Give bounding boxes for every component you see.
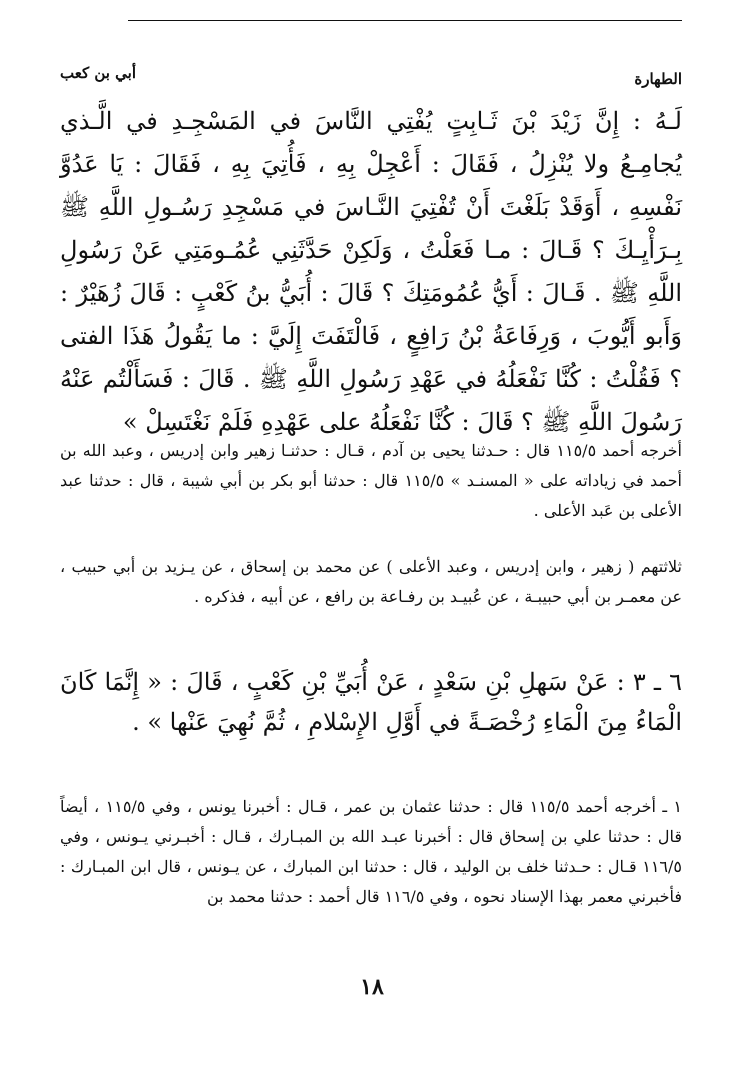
header-narrator-title: أبي بن كعب	[60, 64, 136, 82]
takhrij-note-2	[60, 552, 682, 612]
running-header	[60, 62, 682, 90]
page-number: ١٨	[360, 974, 384, 1000]
header-section-title: الطهارة	[634, 70, 682, 88]
header-rule	[128, 20, 682, 21]
takhrij-note-1-text: أخرجه أحمد ١١٥/٥ قال : حـدثنا يحيى بن آدم ، قـال : حدثنـا زهير وابن إدريس ، وعبد الله بن أحمد في زياداته على « المسنـد » ١١٥/٥ قال : حدثنا أبو بكر بن أبي شيبة ، قال : حدثنا عبد الأعلى بن عَبد الأعلى .	[60, 441, 682, 520]
takhrij-note-3-text: ١ ـ أخرجه أحمد ١١٥/٥ قال : حدثنا عثمان بن عمر ، قـال : أخبرنا يونس ، وفي ١١٥/٥ ، أيضاً قال : حدثنا علي بن إسحاق قال : أخبرنا عبـد الله بن المبـارك ، قـال : أخبـرني يـونس ، وفي ١١٦/٥ قـال : حـدثنا خلف بن الوليد ، قال : حدثنا ابن المبارك ، عن يـونس ، قال ابن المبـارك : فأخبرني معمر بهذا الإسناد نحوه ، وفي ١١٦/٥ قال أحمد : حدثنا محمد بن	[60, 797, 683, 906]
takhrij-note-1	[60, 436, 682, 526]
takhrij-note-2-text: ثلاثتهم ( زهير ، وابن إدريس ، وعبد الأعلى ) عن محمد بن إسحاق ، عن يـزيد بن أبي حبيب ، عن معمـر بن أبي حبيبـة ، عن عُبيـد بن رفـاعة بن رافع ، عن أبيه ، فذكره .	[60, 557, 683, 606]
takhrij-note-3	[60, 792, 682, 912]
hadith-text-1: لَـهُ : إِنَّ زَيْدَ بْنَ ثَـابِتٍ يُفْتِي النَّاسَ في المَسْجِـدِ في الَّـذي يُجامِـعُ ولا يُنْزِلُ ، فَقَالَ : أَعْجِلْ بِهِ ، فَأُتِيَ بِهِ ، فَقَالَ : يَا عَدُوَّ نَفْسِهِ ، أَوَقَدْ بَلَغْتَ أَنْ تُفْتِيَ النَّـاسَ في مَسْجِدِ رَسُـولِ اللَّهِ ﷺ بِـرَأْيِـكَ ؟ قَـالَ : مـا فَعَلْتُ ، وَلَكِنْ حَدَّثَنِي عُمُـومَتِي عَنْ رَسُولِ اللَّهِ ﷺ . قَـالَ : أَيُّ عُمُومَتِكَ ؟ قَالَ : أُبَيُّ بنُ كَعْبٍ : قَالَ زُهَيْرٌ : وَأَبو أَيُّوبَ ، وَرِفَاعَةُ بْنُ رَافِعٍ ، فَالْتَفَتَ إِلَيَّ : ما يَقُولُ هَذَا الفتى ؟ فَقُلْتُ : كُنَّا نَفْعَلُهُ في عَهْدِ رَسُولِ اللَّهِ ﷺ . قَالَ : فَسَأَلْتُم عَنْهُ رَسُولَ اللَّهِ ﷺ ؟ قَالَ : كُنَّا نَفْعَلُهُ على عَهْدِهِ فَلَمْ نَغْتَسِلْ »	[60, 107, 682, 436]
hadith-text-2: ٦ ـ ٣ : عَنْ سَهلِ بْنِ سَعْدٍ ، عَنْ أُبَيِّ بْنِ كَعْبٍ ، قَالَ : « إِنَّمَا كَانَ الْمَاءُ مِنَ الْمَاءِ رُخْصَـةً في أَوَّلِ الإِسْلامِ ، ثُمَّ نُهِيَ عَنْها » .	[60, 668, 682, 736]
